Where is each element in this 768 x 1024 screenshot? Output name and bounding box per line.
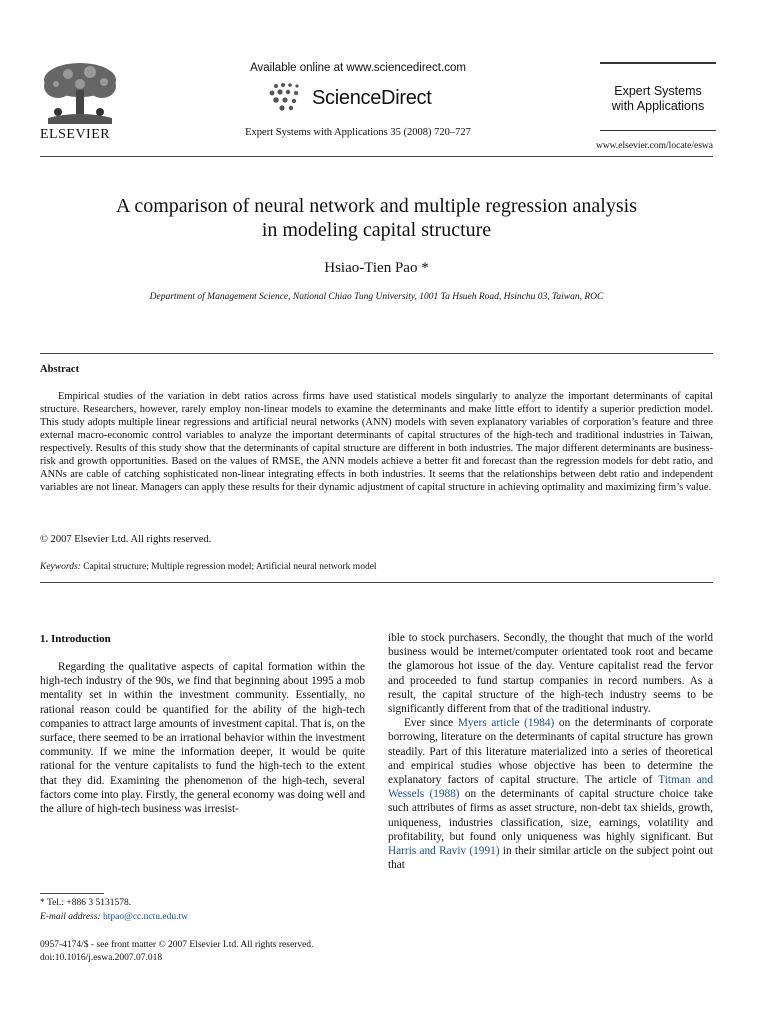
email-label: E-mail address: (40, 912, 101, 922)
title-line2: in modeling capital structure (261, 219, 492, 241)
doi[interactable]: doi:10.1016/j.eswa.2007.07.018 (40, 953, 163, 963)
footnote-rule (40, 893, 104, 894)
abstract-top-divider (40, 353, 713, 354)
intro-column-left: Regarding the qualitative aspects of capital formation within the high-tech industry of the 90s, we find that beginning about 1995 a mob mentality set in within the investment community. Essentially, no rational reason could be quantified for the ability of the high-tech companies to attract large amounts of investment capital. That is, on the surface, there seemed to be an irrational behavior within the investment community. If we mine the information deeper, it would be quite rational for the venture capitalists to fund the high-tech to the extent that they did. Examining the phenomenon of the high-tech, several factors come into play. Firstly, the general economy was doing well and the allure of high-tech business was irresist- (40, 661, 365, 816)
section-heading-introduction: 1. Introduction (40, 633, 111, 645)
text-run: in their similar article on the subject point out that (388, 845, 713, 872)
author-name: Hsiao-Tien Pao * (324, 260, 429, 276)
journal-url[interactable]: www.elsevier.com/locate/eswa (595, 141, 713, 151)
text-run: on the determinants of corporate borrowing, literature on the determinants of capital structure has grown steadily. Part of this literature materialized into a series of theoretical and empirical studies whose objective has been to determine the explanatory factors of capital structure. The article of (388, 717, 713, 787)
title-line1: A comparison of neural network and multiple regression analysis (116, 195, 637, 217)
abstract-bottom-divider (40, 582, 713, 583)
abstract-copyright: © 2007 Elsevier Ltd. All rights reserved. (40, 534, 212, 545)
keywords-label: Keywords: (40, 562, 81, 572)
publisher-name: ELSEVIER (40, 127, 111, 142)
footnote-email (40, 912, 188, 922)
citation-link[interactable]: Harris and Raviv (1991) (388, 845, 500, 858)
journal-reference: Expert Systems with Applications 35 (2008) 720–727 (245, 127, 471, 138)
abstract-body: Empirical studies of the variation in debt ratios across firms have used statistical models singularly to analyze the important determinants of capital structure. Researchers, however, rarely employ non-linear models to examine the determinants and make little effort to identify a superior prediction model. This study adopts multiple linear regressions and artificial neural networks (ANN) models with seven explanatory variables of corporation’s feature and three external macro-economic control variables to analyze the important determinants of capital structures of the high-tech and traditional industries in Taiwan, respectively. Results of this study show that the determinants of capital structure are different in both industries. The major different determinants are business-risk and growth opportunities. Based on the values of RMSE, the ANN models achieve a better fit and forecast than the regression models for debt ratio, and ANNs are cable of catching sophisticated non-linear integrating effects in both industries. It seems that the relationships between debt ratio and independent variables are not linear. Managers can apply these results for their dynamic adjustment of capital structure in achieving optimality and maximizing firm’s value. (40, 391, 713, 493)
intro-paragraph: ible to stock purchasers. Secondly, the thought that much of the world business would be internet/computer orientated took root and became the glamorous hot issue of the day. Venture capitalist read the fervor and proceeded to fund startup companies in record numbers. As a result, the capital structure of the high-tech industry seems to be significantly different from that of the traditional industry. (388, 632, 713, 716)
front-matter-notice: 0957-4174/$ - see front matter © 2007 Elsevier Ltd. All rights reserved. (40, 940, 314, 950)
citation-link[interactable]: Titman and Wessels (1988) (388, 774, 713, 801)
keywords-line (40, 562, 377, 572)
text-run: Ever since (404, 717, 458, 730)
keywords-list: Capital structure; Multiple regression model; Artificial neural network model (83, 562, 377, 572)
intro-paragraph (388, 716, 713, 872)
text-run: on the determinants of capital structure choice take such attributes of firms as asset structure, non-debt tax shields, growth, uniqueness, industries classification, size, earnings, volatility and profitability, but found only uniqueness was highly significant. But (388, 788, 713, 843)
journal-title-line2: with Applications (611, 99, 705, 113)
journal-title-line1: Expert Systems (614, 84, 702, 98)
intro-column-right (388, 631, 713, 872)
sciencedirect-brand: ScienceDirect (312, 87, 432, 109)
footnote-telephone: * Tel.: +886 3 5131578. (40, 898, 132, 908)
header-divider (40, 156, 713, 157)
citation-link[interactable]: Myers article (1984) (457, 717, 555, 730)
paper-title (40, 194, 713, 242)
email-link[interactable]: htpao@cc.nctu.edu.tw (102, 912, 188, 922)
available-online-text: Available online at www.sciencedirect.com (250, 62, 466, 74)
journal-title (600, 84, 716, 114)
author-affiliation: Department of Management Science, National Chiao Tung University, 1001 Ta Hsueh Road, Hsinchu 03, Taiwan, ROC (149, 292, 604, 302)
abstract-heading: Abstract (40, 364, 80, 375)
